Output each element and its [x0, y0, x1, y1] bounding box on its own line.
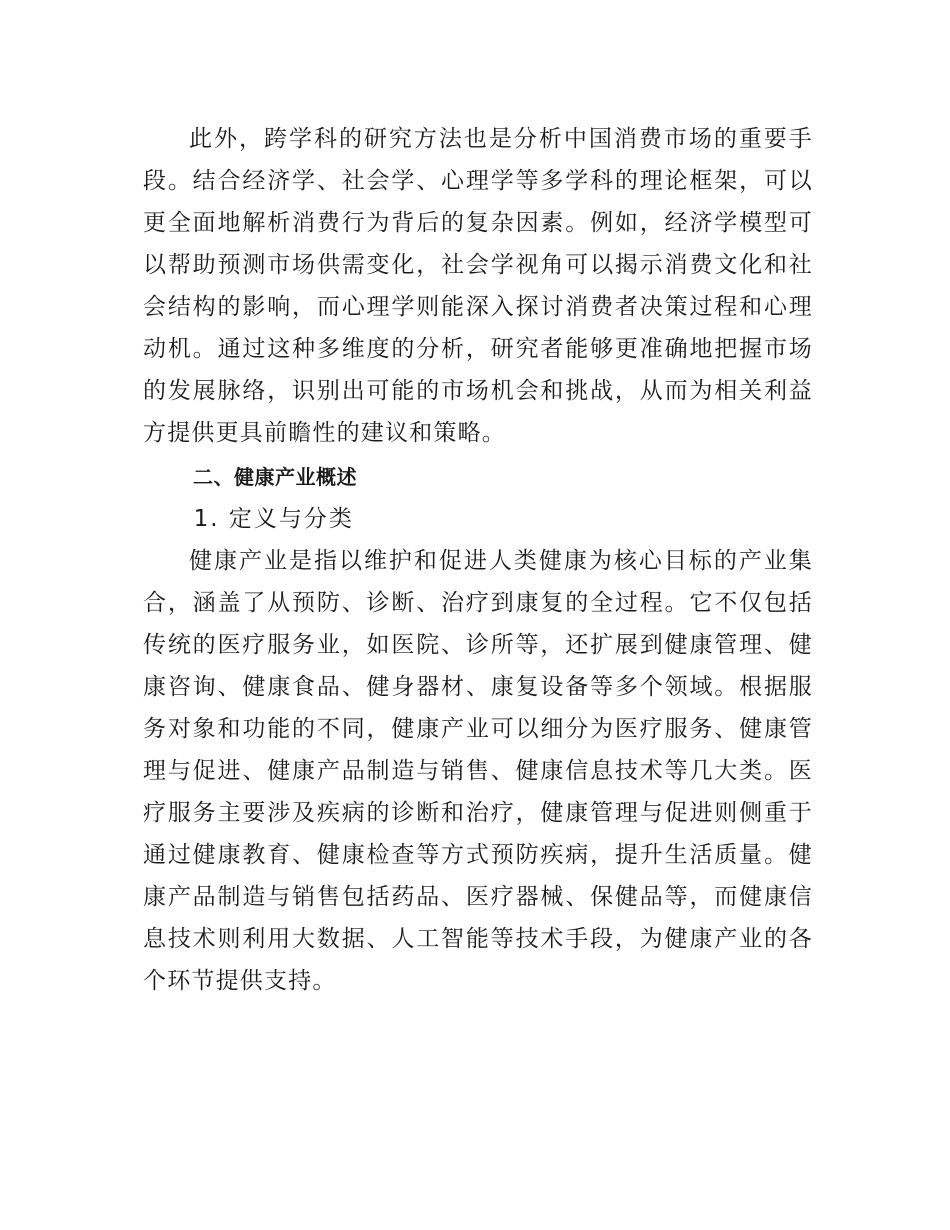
section-heading: 二、健康产业概述: [193, 465, 357, 489]
body-paragraph: 此外，跨学科的研究方法也是分析中国消费市场的重要手段。结合经济学、社会学、心理学等多学科的理论框架，可以更全面地解析消费行为背后的复杂因素。例如，经济学模型可以帮助预测市场供需变化，社会学视角可以揭示消费文化和社会结构的影响，而心理学则能深入探讨消费者决策过程和心理动机。通过这种多维度的分析，研究者能够更准确地把握市场的发展脉络，识别出可能的市场机会和挑战，从而为相关利益方提供更具前瞻性的建议和策略。: [143, 126, 813, 446]
document-body: [143, 118, 813, 1002]
subsection-heading: 1. 定义与分类: [193, 506, 354, 532]
body-paragraph: 健康产业是指以维护和促进人类健康为核心目标的产业集合，涵盖了从预防、诊断、治疗到康复的全过程。它不仅包括传统的医疗服务业，如医院、诊所等，还扩展到健康管理、健康咨询、健康食品、健身器材、康复设备等多个领域。根据服务对象和功能的不同，健康产业可以细分为医疗服务、健康管理与促进、健康产品制造与销售、健康信息技术等几大类。医疗服务主要涉及疾病的诊断和治疗，健康管理与促进则侧重于通过健康教育、健康检查等方式预防疾病，提升生活质量。健康产品制造与销售包括药品、医疗器械、保健品等，而健康信息技术则利用大数据、人工智能等技术手段，为健康产业的各个环节提供支持。: [143, 548, 813, 994]
